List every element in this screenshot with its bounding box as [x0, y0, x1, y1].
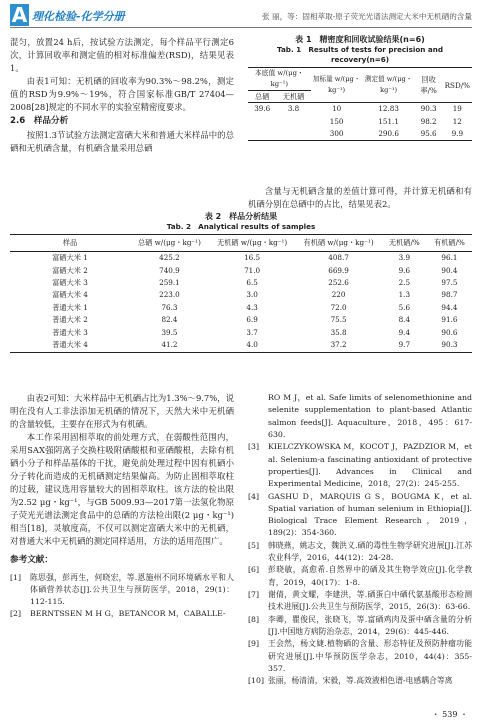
table2 — [10, 234, 472, 352]
table1 — [248, 67, 472, 141]
left-column-bottom — [10, 392, 234, 621]
reference-number: [1] — [10, 572, 22, 582]
table1-header-group: 本底值 w/(μg・kg⁻¹) — [248, 68, 311, 91]
table-cell: 223.0 — [159, 290, 180, 300]
page-number: ・ 539 ・ — [431, 710, 468, 719]
table-cell: 富硒大米 4 — [52, 290, 88, 300]
table-cell: 3.7 — [246, 327, 258, 337]
reference-number: [6] — [248, 565, 260, 575]
reference-number: [2] — [10, 609, 22, 619]
table-cell — [276, 128, 310, 141]
running-title: 张 丽，等：固相萃取-原子荧光光谱法测定大米中无机硒的含量 — [261, 12, 472, 21]
table-cell: 98.7 — [441, 290, 458, 300]
table-cell: 9.6 — [398, 265, 411, 275]
journal-name: 理化检验-化学分册 — [32, 10, 125, 23]
table-cell: 普通大米 2 — [52, 315, 88, 325]
table-cell: 425.2 — [159, 253, 180, 263]
table-header-cell: 无机硒/% — [388, 238, 420, 248]
table-cell: 普通大米 4 — [52, 340, 88, 350]
table-cell: 富硒大米 2 — [52, 265, 88, 275]
paragraph: 由表1可知：无机硒的回收率为90.3%～98.2%，测定值的RSD为9.9%～19%，符合国家标准GB/T 27404—2008[28]规定的不同水平的实验室精密度要求。 — [10, 76, 234, 113]
table1-caption-en: Tab. 1 Results of tests for precision and recovery(n=6) — [276, 45, 444, 65]
reference-number: [7] — [248, 590, 260, 599]
reference-text: 陈思强，彭再生，何晓宏，等.恩施州不同环境硒水平和人体硒营养状态[J].公共卫生与预防医学，2018，29(1)：112-115. — [30, 572, 234, 607]
table-cell: 91.6 — [441, 315, 458, 325]
references-list — [248, 392, 472, 688]
reference-text: 彭晓敏，高愈希.自然界中的硒及其生物学效应[J].化学教育，2019，40(17)：1-8. — [268, 565, 472, 587]
table1-header-measured: 测定值 w/(μg・kg⁻¹) — [364, 75, 413, 95]
table-cell: 740.9 — [159, 265, 180, 275]
table-cell: 408.7 — [328, 253, 349, 263]
table-row — [10, 314, 472, 326]
table-cell: 37.2 — [330, 340, 347, 350]
table-cell: 普通大米 3 — [52, 327, 88, 337]
table-cell: 富硒大米 3 — [52, 278, 88, 288]
table1-caption: 表 1 精密度和回收试验结果(n=6) — [295, 35, 425, 44]
table-cell: 290.6 — [378, 128, 399, 138]
table-cell: 95.6 — [420, 128, 437, 138]
table-row — [10, 289, 472, 301]
table-cell: 39.6 — [254, 104, 271, 114]
reference-number: [10] — [248, 676, 265, 686]
table2-body — [10, 252, 472, 352]
table-cell: 41.2 — [161, 340, 178, 350]
table-cell: 富硒大米 1 — [52, 253, 88, 263]
table1-header-rsd: RSD/% — [444, 80, 470, 90]
table2-header-row — [10, 235, 472, 252]
table-cell: 75.5 — [330, 315, 347, 325]
table-cell: 9.4 — [398, 327, 411, 337]
reference-item — [248, 441, 472, 490]
table-cell — [276, 116, 310, 128]
reference-number: [9] — [248, 639, 260, 649]
table-cell: 3.0 — [246, 290, 258, 300]
table-cell: 150 — [329, 116, 344, 126]
reference-text: 张丽，杨清清，宋毅，等.高效液相色谱-电感耦合等离 — [268, 676, 453, 686]
table-cell: 71.0 — [244, 265, 261, 275]
table-header-cell: 有机硒 w/(μg・kg⁻¹) — [303, 238, 374, 248]
table-cell: 2.5 — [398, 278, 411, 288]
table-cell: 90.6 — [441, 327, 458, 337]
table-cell: 97.5 — [441, 278, 458, 288]
paragraph: 按照1.3节试验方法测定富硒大米和普通大米样品中的总硒和无机硒含量，有机硒含量采用总硒 — [10, 130, 234, 154]
reference-text: 李卿，瞿俊民，张晓飞，等.富硒鸡肉及蛋中硒含量的分析[J].中国地方病防治杂志，2014，29(6)：445-446. — [268, 614, 472, 636]
table-cell: 3.8 — [287, 104, 300, 114]
reference-item — [248, 392, 472, 441]
table-header-cell: 样品 — [62, 238, 78, 248]
reference-number: [4] — [248, 491, 260, 501]
table-cell: 72.0 — [330, 302, 347, 312]
table-cell: 76.3 — [161, 302, 178, 312]
table-cell: 5.6 — [398, 302, 411, 312]
table1-header-inorganic: 无机硒 — [282, 92, 305, 102]
table1-block — [248, 34, 472, 211]
table-cell: 4.0 — [246, 340, 258, 350]
table-cell: 90.3 — [420, 104, 437, 114]
reference-text: KIELCZYKOWSKA M，KOCOT J，PAZDZIOR M，et al. Selenium-a fascinating antioxidant of protective properties[J]. Advances in Clinical and Experimental Medicine，2018，27(2)：245-255. — [268, 442, 472, 489]
table-cell: 259.1 — [159, 278, 180, 288]
page-header — [10, 4, 472, 28]
table-row — [10, 302, 472, 314]
reference-item — [248, 638, 472, 675]
table-row — [248, 128, 472, 141]
table-row — [10, 265, 472, 277]
table-cell: 19 — [452, 104, 462, 114]
right-column-bottom — [248, 392, 472, 688]
table-cell: 35.8 — [330, 327, 347, 337]
table1-header-recovery: 回收率/% — [420, 75, 437, 96]
table-cell: 16.5 — [244, 253, 261, 263]
table-row — [10, 252, 472, 265]
table-cell: 12.83 — [378, 104, 399, 114]
table-cell: 98.2 — [420, 116, 437, 126]
table-cell: 3.9 — [398, 253, 411, 263]
table-row — [10, 327, 472, 339]
references-list — [10, 572, 234, 621]
table-cell: 96.1 — [441, 253, 458, 263]
table-cell: 普通大米 1 — [52, 302, 88, 312]
table-cell: 220 — [331, 290, 346, 300]
table-row — [10, 277, 472, 289]
reference-item — [10, 572, 234, 609]
table-cell: 4.3 — [246, 302, 258, 312]
reference-item — [10, 608, 234, 620]
table-row — [248, 116, 472, 128]
table-cell: 9.7 — [398, 340, 411, 350]
reference-number — [248, 392, 268, 441]
paragraph: 混匀，放置24 h后，按试验方法测定，每个样品平行测定6次，计算回收率和测定值的相对标准偏差(RSD)，结果见表1。 — [10, 37, 234, 74]
table-row — [10, 339, 472, 352]
table-cell: 6.9 — [246, 315, 258, 325]
table1-header-add: 加标量 w/(μg・kg⁻¹) — [312, 75, 361, 95]
reference-number: [5] — [248, 540, 260, 550]
table-cell: 9.9 — [451, 128, 464, 138]
table-cell: 252.6 — [328, 278, 349, 288]
table-cell — [248, 116, 276, 128]
reference-item — [248, 564, 472, 589]
table-cell: 90.4 — [441, 265, 458, 275]
table-cell: 94.4 — [441, 302, 458, 312]
table-cell: 6.5 — [246, 278, 258, 288]
reference-text: 谢倩，黄文耀，李建洪，等.硒蛋白中硒代氨基酸形态检测技术进展[J].公共卫生与预防医学，2015，26(3)：63-66. — [268, 590, 472, 612]
left-column-top — [10, 36, 234, 155]
table-header-cell: 总硒 w/(μg・kg⁻¹) — [137, 238, 201, 248]
table-cell: 12 — [452, 116, 462, 126]
reference-number: [8] — [248, 614, 260, 624]
reference-text: BERNTSSEN M H G，BETANCOR M，CABALLE- — [30, 609, 226, 619]
table-cell: 8.4 — [398, 315, 411, 325]
references-heading: 参考文献： — [10, 555, 53, 566]
table-header-cell: 有机硒/% — [434, 238, 465, 248]
paragraph: 由表2可知：大米样品中无机硒占比为1.3%～9.7%，说明在没有人工非法添加无机硒的情况下，天然大米中无机硒的含量较低，主要存在形式为有机硒。 — [10, 393, 234, 430]
reference-item — [248, 589, 472, 614]
reference-item — [248, 540, 472, 565]
table-cell: 90.3 — [441, 340, 458, 350]
table2-caption-en: Tab. 2 Analytical results of samples — [166, 222, 316, 232]
table1-body — [248, 103, 472, 141]
table2-caption: 表 2 样品分析结果 — [204, 212, 278, 221]
table-cell — [248, 128, 276, 141]
reference-number: [3] — [248, 442, 260, 452]
reference-text: RO M J，et al. Safe limits of selenomethionine and selenite supplementation to plant-based Atlantic salmon feeds[J]. Aquaculture，2018，495：617-630. — [268, 393, 472, 439]
table-cell: 1.3 — [398, 290, 411, 300]
reference-text: 韩晓燕，姚志文，魏洪义.硒的毒性生物学研究进展[J].江苏农业科学，2016，44(12)：24-28. — [268, 540, 472, 563]
table1-header-total: 总硒 — [255, 92, 270, 102]
journal-logo-icon: A — [11, 3, 28, 27]
paragraph: 含量与无机硒含量的差值计算可得，并计算无机硒和有机硒分别在总硒中的占比，结果见表2。 — [248, 185, 472, 209]
table-cell: 82.4 — [161, 315, 178, 325]
reference-item — [248, 614, 472, 639]
table-cell: 669.9 — [328, 265, 349, 275]
paragraph: 本工作采用固相萃取的前处理方式，在弱酸性范围内，采用SAX强阴离子交换柱吸附硒酸根和亚硒酸根，去除有机硒小分子和样品基体的干扰，避免前处理过程中因有机硒小分子转化而造成的无机硒测定结果偏高。为防止固相萃取柱的过载，建议选用容量较大的固相萃取柱。该方法的检出限为2.52 μg・kg⁻¹，与GB 5009.93—2017第一法氢化物原子荧光光谱法测定食品中的总硒的方法检出限(2 μg・kg⁻¹)相当[18]，灵敏度高，不仅可以测定富硒大米中的无机硒，对普通大米中无机硒的测定同样适用，方法的适用范围广。 — [10, 432, 234, 547]
table-cell: 39.5 — [161, 327, 178, 337]
table2-block — [10, 211, 472, 353]
table-header-cell: 无机硒 w/(μg・kg⁻¹) — [217, 238, 288, 248]
table-cell: 10 — [332, 104, 342, 114]
table-cell: 300 — [329, 128, 344, 138]
reference-text: 王会然，杨文婕.植物硒的含量、形态特征及预防肿瘤功能研究进展[J].中华预防医学杂志，2010，44(4)：355-357. — [268, 639, 472, 673]
table-cell: 151.1 — [378, 116, 399, 126]
section-heading: 2.6 样品分析 — [10, 116, 69, 127]
table-row — [248, 103, 472, 116]
reference-text: GASHU D，MARQUIS G S，BOUGMA K，et al. Spatial variation of human selenium in Ethiopia[J]. Biological Trace Element Research，2019，189(2)：354-360. — [268, 491, 472, 538]
reference-item — [248, 491, 472, 540]
reference-item — [248, 675, 472, 687]
